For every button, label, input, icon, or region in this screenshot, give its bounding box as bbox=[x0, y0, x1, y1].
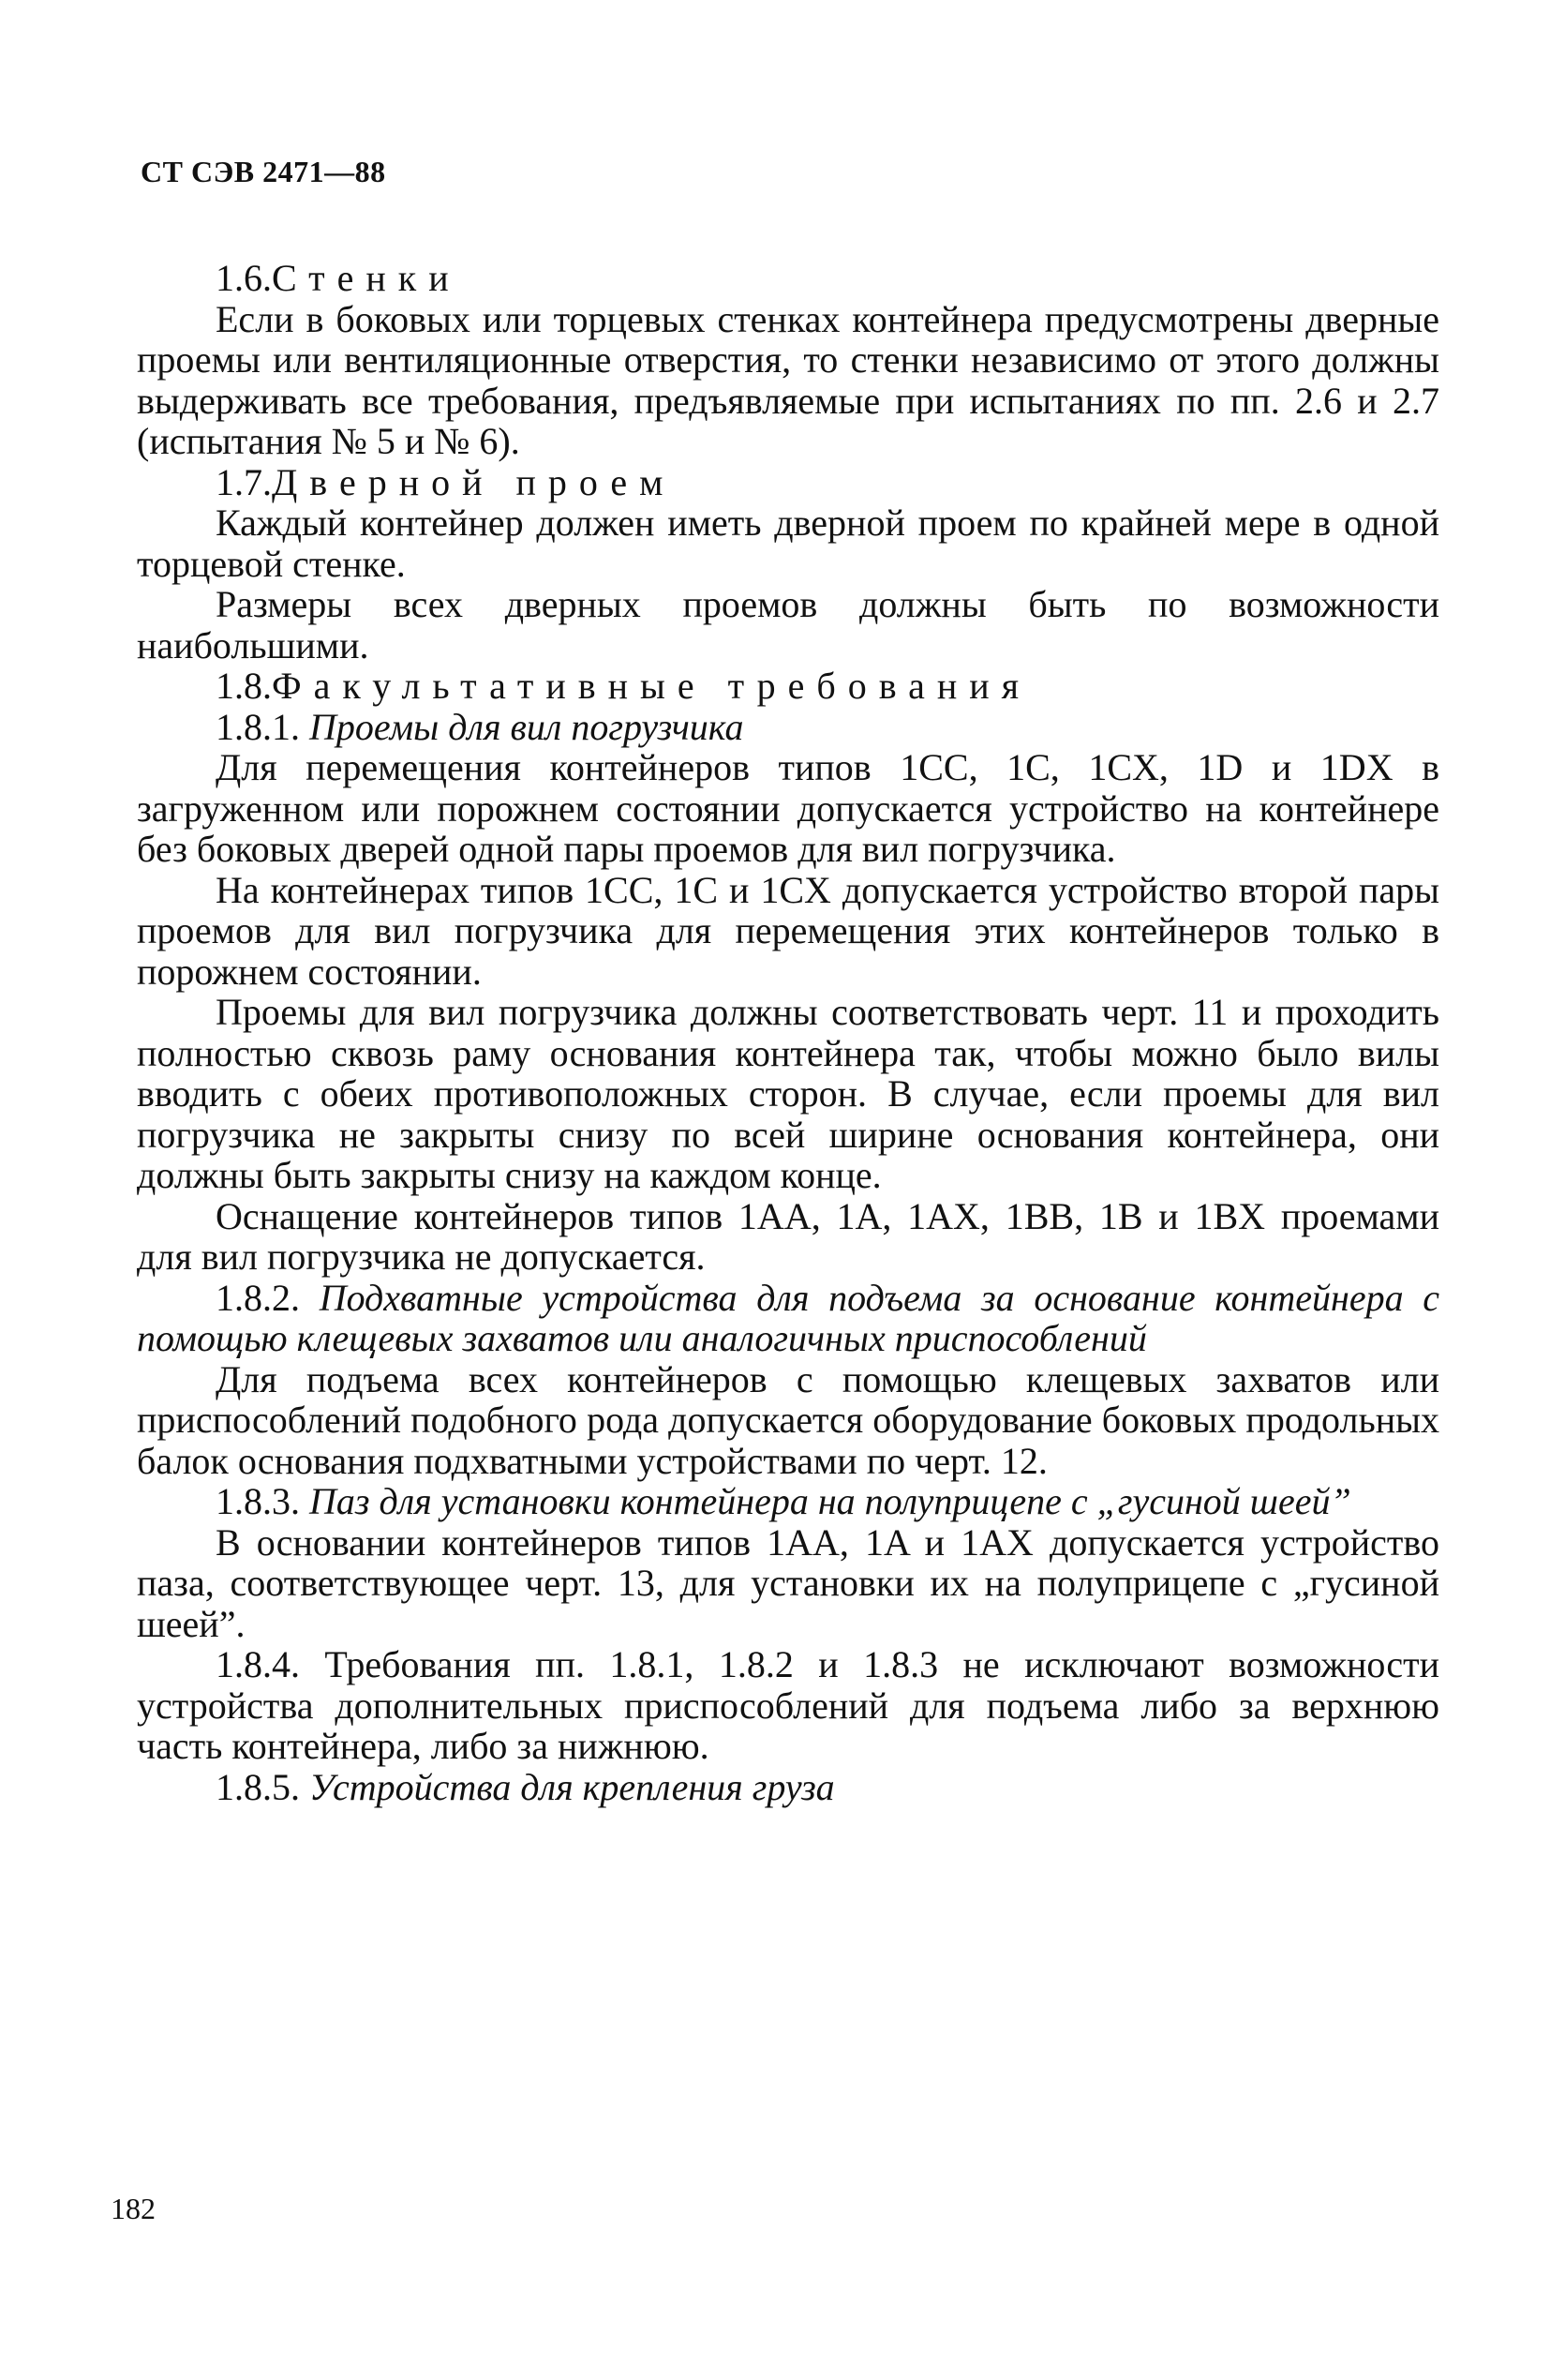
standard-code-header: СТ СЭВ 2471—88 bbox=[141, 155, 386, 188]
section-1-8-1-heading bbox=[137, 707, 1439, 748]
section-number: 1.8.1. bbox=[216, 705, 300, 748]
paragraph: Оснащение контейнеров типов 1AA, 1A, 1AX, 1BB, 1B и 1BX проемами для вил погрузчика не допускается. bbox=[137, 1194, 1439, 1278]
paragraph: Проемы для вил погрузчика должны соответствовать черт. 11 и проходить полностью сквозь раму основания контейнера так, чтобы можно было вилы вводить с обеих противоположных сторон. В случае, если проемы для вил погрузчика не закрыты снизу по всей ширине основания контейнера, они должны быть закрыты снизу на каждом конце. bbox=[137, 991, 1439, 1196]
paragraph: На контейнерах типов 1CC, 1C и 1CX допускается устройство второй пары проемов для вил погрузчика для перемещения этих контейнеров только в порожнем состоянии. bbox=[137, 868, 1439, 993]
section-title: Факультативные требования bbox=[272, 665, 1032, 707]
section-title: Подхватные устройства для подъема за основание контейнера с помощью клещевых захватов или аналогичных приспособлений bbox=[137, 1276, 1440, 1359]
section-number: 1.8.3. bbox=[216, 1480, 300, 1522]
paragraph: В основании контейнеров типов 1AA, 1A и 1AX допускается устройство паза, соответствующее черт. 13, для установки их на полуприцепе с „гусиной шеей”. bbox=[137, 1520, 1439, 1645]
paragraph: Для подъема всех контейнеров с помощью клещевых захватов или приспособлений подобного рода допускается оборудование боковых продольных балок основания подхватными устройствами по черт. 12. bbox=[137, 1357, 1439, 1482]
paragraph: Если в боковых или торцевых стенках контейнера предусмотрены дверные проемы или вентиляционные отверстия, то стенки независимо от этого должны выдерживать все требования, предъявляемые при испытаниях по пп. 2.6 и 2.7 (испытания № 5 и № 6). bbox=[137, 297, 1439, 462]
section-1-7-heading bbox=[137, 462, 1439, 503]
section-1-8-2-heading bbox=[137, 1278, 1439, 1359]
section-1-6-heading bbox=[137, 258, 1439, 299]
paragraph: Каждый контейнер должен иметь дверной проем по крайней мере в одной торцевой стенке. bbox=[137, 501, 1439, 585]
section-1-8-3-heading bbox=[137, 1481, 1439, 1522]
section-number: 1.8. bbox=[216, 665, 272, 707]
section-number: 1.8.5. bbox=[216, 1765, 300, 1808]
page-number: 182 bbox=[111, 2192, 156, 2225]
paragraph: Размеры всех дверных проемов должны быть по возможности наибольшими. bbox=[137, 583, 1439, 666]
section-1-8-heading bbox=[137, 666, 1439, 707]
section-1-8-4-paragraph: 1.8.4. Требования пп. 1.8.1, 1.8.2 и 1.8.3 не исключают возможности устройства дополнительных приспособлений для подъема либо за верхнюю часть контейнера, либо за нижнюю. bbox=[137, 1643, 1439, 1767]
section-number: 1.7. bbox=[216, 460, 272, 503]
section-title: Устройства для крепления груза bbox=[309, 1765, 835, 1808]
document-body bbox=[137, 258, 1439, 1807]
section-title: Проемы для вил погрузчика bbox=[309, 705, 744, 748]
paragraph: Для перемещения контейнеров типов 1CC, 1C, 1CX, 1D и 1DX в загруженном или порожнем состоянии допускается устройство на контейнере без боковых дверей одной пары проемов для вил погрузчика. bbox=[137, 746, 1439, 870]
section-title: Дверной проем bbox=[272, 460, 676, 503]
section-title: Стенки bbox=[272, 257, 461, 299]
section-1-8-5-heading bbox=[137, 1767, 1439, 1808]
section-number: 1.6. bbox=[216, 257, 272, 299]
section-number: 1.8.2. bbox=[216, 1276, 300, 1319]
section-title: Паз для установки контейнера на полуприцепе с „гусиной шеей” bbox=[309, 1480, 1351, 1522]
